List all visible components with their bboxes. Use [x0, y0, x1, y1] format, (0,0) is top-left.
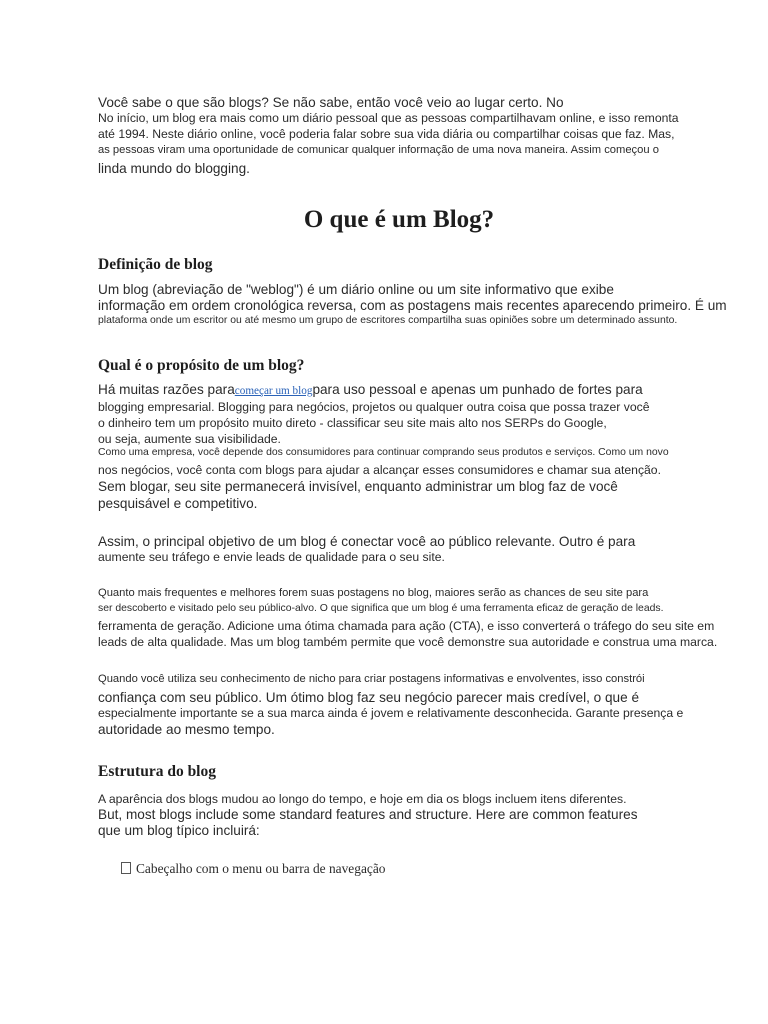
structure-line-1: A aparência dos blogs mudou ao longo do tempo, e hoje em dia os blogs incluem itens diferentes.: [98, 792, 627, 806]
structure-line-2: But, most blogs include some standard features and structure. Here are common features: [98, 807, 638, 822]
purpose-p4-line-3: especialmente importante se a sua marca ainda é jovem e relativamente desconhecida. Garante presença e: [98, 706, 684, 720]
purpose-heading: Qual é o propósito de um blog?: [98, 357, 305, 374]
page-title: O que é um Blog?: [303, 206, 495, 233]
purpose-p2-line-1: Assim, o principal objetivo de um blog é conectar você ao público relevante. Outro é para: [98, 534, 636, 549]
definition-line-2: informação em ordem cronológica reversa, com as postagens mais recentes aparecendo primeiro. É um: [98, 298, 727, 313]
start-blog-link[interactable]: começar um blog: [234, 385, 313, 397]
structure-bullet-1: [121, 862, 385, 875]
definition-line-1: Um blog (abreviação de "weblog") é um diário online ou um site informativo que exibe: [98, 282, 614, 297]
purpose-p4-line-4: autoridade ao mesmo tempo.: [98, 722, 275, 737]
intro-line-1: Você sabe o que são blogs? Se não sabe, então você veio ao lugar certo. No: [98, 95, 564, 110]
purpose-line-2: blogging empresarial. Blogging para negócios, projetos ou qualquer outra coisa que possa trazer você: [98, 400, 650, 414]
checkbox-glyph-icon: [121, 862, 131, 874]
intro-line-3: até 1994. Neste diário online, você poderia falar sobre sua vida diária ou compartilhar coisas que faz. Mas,: [98, 127, 675, 141]
purpose-line-5: Como uma empresa, você depende dos consumidores para continuar comprando seus produtos e serviços. Como um novo: [98, 447, 669, 458]
purpose-p4-line-1: Quando você utiliza seu conhecimento de nicho para criar postagens informativas e envolventes, isso constrói: [98, 673, 645, 685]
purpose-p3-line-2: ser descoberto e visitado pelo seu público-alvo. O que significa que um blog é uma ferramenta eficaz de geração de leads.: [98, 603, 664, 614]
purpose-line-1: [98, 383, 643, 397]
purpose-line-4: ou seja, aumente sua visibilidade.: [98, 432, 281, 446]
purpose-line-7: Sem blogar, seu site permanecerá invisível, enquanto administrar um blog faz de você: [98, 479, 618, 494]
intro-line-2: No início, um blog era mais como um diário pessoal que as pessoas compartilhavam online, e isso remonta: [98, 111, 679, 125]
intro-line-5: linda mundo do blogging.: [98, 161, 250, 176]
purpose-p3-line-1: Quanto mais frequentes e melhores forem suas postagens no blog, maiores serão as chances de seu site para: [98, 587, 649, 599]
purpose-p2-line-2: aumente seu tráfego e envie leads de qualidade para o seu site.: [98, 550, 445, 564]
structure-line-3: que um blog típico incluirá:: [98, 823, 260, 838]
definition-line-3: plataforma onde um escritor ou até mesmo um grupo de escritores compartilha suas opiniões sobre um determinado assunto.: [98, 315, 678, 326]
purpose-line-3: o dinheiro tem um propósito muito direto - classificar seu site mais alto nos SERPs do Google,: [98, 416, 607, 430]
intro-line-4: as pessoas viram uma oportunidade de comunicar qualquer informação de uma nova maneira. Assim começou o: [98, 144, 659, 156]
purpose-p3-line-4: leads de alta qualidade. Mas um blog também permite que você demonstre sua autoridade e construa uma marca.: [98, 635, 718, 649]
structure-bullet-1-text: Cabeçalho com o menu ou barra de navegação: [136, 861, 386, 876]
purpose-line-6: nos negócios, você conta com blogs para ajudar a alcançar esses consumidores e chamar sua atenção.: [98, 463, 661, 477]
purpose-line-1-end: para uso pessoal e apenas um punhado de fortes para: [312, 382, 643, 397]
purpose-p3-line-3: ferramenta de geração. Adicione uma ótima chamada para ação (CTA), e isso converterá o tráfego do seu site em: [98, 619, 715, 633]
purpose-line-1-start: Há muitas razões para: [98, 382, 235, 397]
structure-heading: Estrutura do blog: [98, 763, 216, 780]
definition-heading: Definição de blog: [98, 256, 213, 273]
purpose-line-8: pesquisável e competitivo.: [98, 496, 258, 511]
purpose-p4-line-2: confiança com seu público. Um ótimo blog faz seu negócio parecer mais credível, o que é: [98, 690, 640, 705]
